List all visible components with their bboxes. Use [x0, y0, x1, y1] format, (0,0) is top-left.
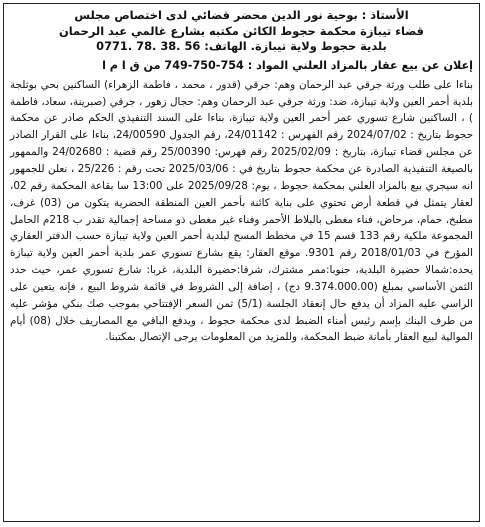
legal-notice	[3, 3, 480, 522]
notice-header	[10, 8, 473, 55]
notice-subtitle: إعلان عن بيع عقار بالمزاد العلني المواد : 754-750-749 من ق ا م ا	[102, 58, 473, 72]
notice-body: بناءا على طلب ورثة جرقي عبد الرحمان وهم: جرقي (قدور ، محمد ، فاطمة الزهراء) الساكنين بحي بوثلجة بلدية أحمر العين ولاية تيبازة، ضد: ورثة جرقي عبد الرحمان وهم: حجال زهور ، جرقي (صبرينة، سعاد، فاطمة ) ، الساكنين شارع تسوري عمر أحمر العين ولاية تيبازة، بناءا على السند التنفيذي الحكم صادر عن محكمة حجوط بتاريخ : 2024/07/02 رقم الفهرس : 24/01142، رقم الجدول 24/00590، بناءا على القرار الصادر عن مجلس قضاء تيبازة، بتاريخ : 2025/02/09 رقم فهرس: 25/00390 رقم قضية : 24/02680 والممهور بالصيغة التنفيذية الصادرة عن محكمة حجوط بتاريخ في : 2025/03/06 تحت رقم : 25/226 ، نعلن للجمهور انه سيجري بيع بالمزاد العلني بمحكمة حجوط ، يوم: 2025/09/28 على 13:00 سا بقاعة المحكمة رقم 02، لعقار يتمثل في قطعة أرض تحتوي على بناية كائنة بأحمر العين المنطقة الحضرية يتكون من (03) غرف، مطبخ، حمام، مرحاض، فناء مغطى بالبلاط الأحمر وفناء غير مغطى ذو مساحة إجمالية تقدر ب 218م الحامل المجموعة ملكية رقم 133 قسم 15 في مخطط المسح لبلدية أحمر العين ولاية تيبازة حسب الدفتر العقاري المؤرخ في 2018/01/03 رقم 9301. موقع العقار: يقع بشارع تسوري عمر بلدية أحمر العين ولاية تيبازة يحده:شمالا حضيرة البلدية، جنوبا:ممر مشترك، شرقا:حضيرة البلدية، غربا: شارع تسوري عمر، حيث حدد الثمن الأساسي بمبلغ (9.374.000.00 دج) ، إضافة إلى الشروط في قائمة شروط البيع ، فإنه يتعين على الراسي عليه المزاد أن يدفع حال إنعقاد الجلسة (5/1) ثمن السعر الإفتتاحي بموجب صك بنكي مؤشر عليه من طرف البنك بإسم رئيس أمناء الضبط لدى محكمة حجوط ، ويدفع الباقي مع المصاريف خلال (08) أيام الموالية لبيع العقار بأمانة ضبط المحكمة، وللمزيد من المعلومات يرجى الإتصال بمكتبنا.	[10, 78, 474, 344]
header-line: بلدية حجوط ولاية تيبازة. الهاتف: 56 .38 .78 .0771	[96, 39, 387, 54]
header-line: قضاء تيبازة محكمة حجوط الكائن مكتبه بشارع غالمي عبد الرحمان	[58, 23, 425, 38]
header-line: الأستاذ : بوحية نور الدين محضر قضائي لدى اختصاص مجلس	[74, 8, 409, 22]
